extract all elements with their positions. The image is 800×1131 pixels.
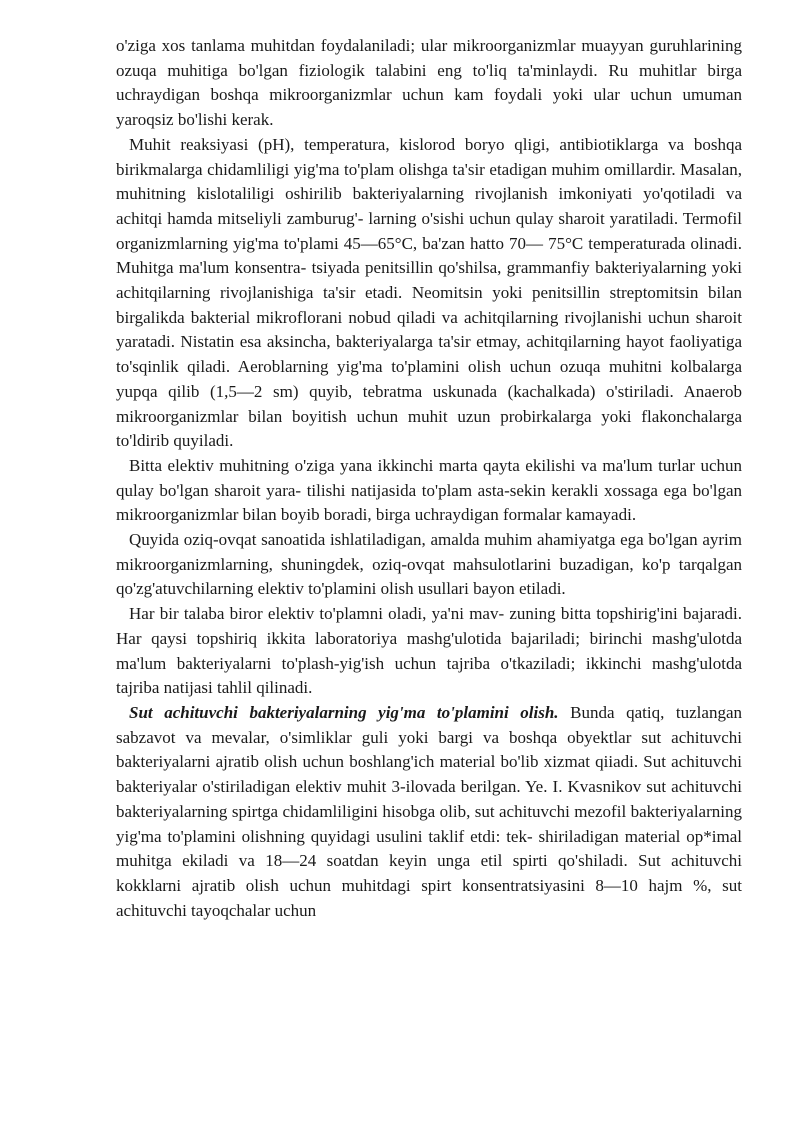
paragraph-5: Har bir talaba biror elektiv to'plamni oladi, ya'ni mav- zuning bitta topshirig'ini bajaradi. Har qaysi topshiriq ikkita laboratoriya mashg'ulotida bajariladi; birinchi mashg'ulotda ma'lum bakteriyalarni to'plash-yig'ish uchun tajriba o'tkaziladi; ikkinchi mashg'ulotda tajriba natijasi tahlil qilinadi. bbox=[116, 604, 742, 698]
paragraph-6 bbox=[116, 701, 742, 923]
paragraph-3: Bitta elektiv muhitning o'ziga yana ikkinchi marta qayta ekilishi va ma'lum turlar uchun qulay bo'lgan sharoit yara- tilishi natijasida to'plam asta-sekin kerakli xossaga ega bo'lgan mikroorganizmlar bilan boyib boradi, birga uchraydigan formalar kamayadi. bbox=[116, 455, 742, 525]
paragraph-2: Muhit reaksiyasi (pH), temperatura, kislorod boryo qligi, antibiotiklarga va boshqa birikmalarga chidamliligi yig'ma to'plam olishga ta'sir etadigan muhim omillardir. Masalan, muhitning kislotaliligi oshirilib bakteriyalarning rivojlanish imkoniyati yo'qotiladi va achitqi hamda mitseliyli zamburug'- larning o'sishi uchun qulay sharoit yaratiladi. Termofil organizmlarning yig'ma to'plami 45—65°C, ba'zan hatto 70— 75°C temperaturada olinadi. Muhitga ma'lum konsentra- tsiyada penitsillin qo'shilsa, grammanfiy bakteriyalarning yoki achitqilarning rivojlanishiga ta'sir etadi. Neomitsin yoki penitsillin streptomitsin bilan birgalikda bakterial mikroflorani nobud qiladi va achitqilarning rivojlanishi uchun sharoit yaratadi. Nistatin esa aksincha, bakteriyalarga ta'sir etmay, achitqilarning hayot faoliyatiga to'sqinlik qiladi. Aeroblarning yig'ma to'plamini olish uchun ozuqa muhitni kolbalarga yupqa qilib (1,5—2 sm) quyib, tebratma uskunada (kachalkada) o'stiriladi. Anaerob mikroorganizmlar bilan boyitish uchun muhit uzun probirkalarga yoki flakonchalarga to'ldirib quyiladi. bbox=[116, 134, 742, 451]
section-heading: Sut achituvchi bakteriyalarning yig'ma to'plamini olish. bbox=[129, 702, 559, 722]
paragraph-1: o'ziga xos tanlama muhitdan foydalaniladi; ular mikroorganizmlar muayyan guruhlarining ozuqa muhitiga bo'lgan fiziologik talabini eng to'liq ta'minlaydi. Ru muhitlar birga uchraydigan boshqa mikroorganizmlar uchun kam foydali yoki ular uchun umuman yaroqsiz bo'lishi kerak. bbox=[116, 36, 742, 130]
paragraph-4: Quyida oziq-ovqat sanoatida ishlatiladigan, amalda muhim ahamiyatga ega bo'lgan ayrim mikroorganizmlarning, shuningdek, oziq-ovqat mahsulotlarini buzadigan, ko'p tarqalgan qo'zg'atuvchilarning elektiv to'plamini olish usullari bayon etiladi. bbox=[116, 530, 742, 599]
paragraph-6-body: Bunda qatiq, tuzlangan sabzavot va mevalar, o'simliklar guli yoki bargi va boshqa obyektlar sut achituvchi bakteriyalarni ajratib olish uchun boshlang'ich material bo'lib xizmat qiiadi. Sut achituvchi bakteriyalar o'stiriladigan elektiv muhit 3-ilovada berilgan. Ye. I. Kvasnikov sut achituvchi bakteriyalarning spirtga chidamliligini hisobga olib, sut achituvchi mezofil bakteriyalarning yig'ma to'plamini olishning quyidagi usulini taklif etdi: tek- shiriladigan material op*imal muhitga ekiladi va 18—24 soatdan keyin unga etil spirti qo'shiladi. Sut achituvchi kokklarni ajratib olish uchun muhitdagi spirt konsentratsiyasini 8—10 hajm %, sut achituvchi tayoqchalar uchun bbox=[116, 702, 742, 920]
document-page bbox=[116, 34, 742, 923]
